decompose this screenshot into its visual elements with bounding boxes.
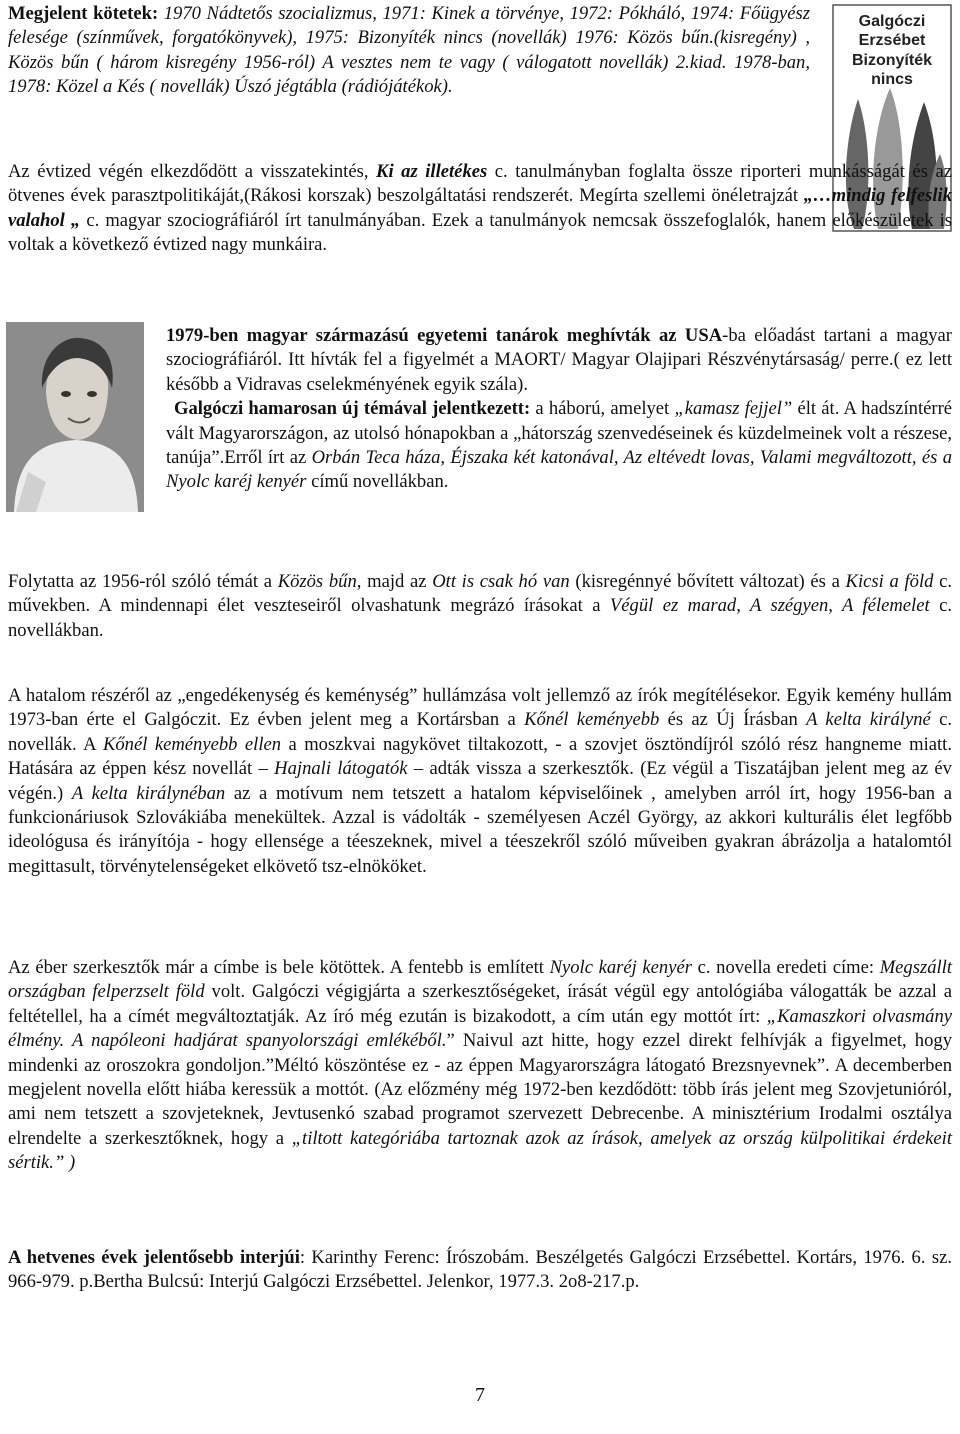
p2-text-e: c. magyar szociográfiáról írt tanulmányában. Ezek a tanulmányok nemcsak összefoglalók, hanem előkészületek is voltak a következő évtized nagy munkáira.: [8, 209, 952, 256]
p5-text-2: és az Új Írásban: [659, 709, 807, 731]
p5-text-5: – adták vissza a szerkesztők. (Ez végül a Tiszatájban jelent meg az év végén.): [8, 758, 952, 804]
paragraph-published-volumes: [8, 2, 810, 100]
p4-text-2: , majd az: [356, 571, 433, 592]
p3-bold-1979: 1979-ben magyar származású egyetemi tanárok meghívták az USA: [166, 325, 723, 346]
p4-italic-kicsi: Kicsi a föld: [845, 571, 934, 592]
p2-text-c: c. tanulmányban foglalta össze riporteri munkásságát és az ötvenes évek parasztpolitikáját,(Rákosi korszak) beszolgáltatási rendszerét. Megírta szellemi önéletrajzát: [8, 161, 952, 207]
p6-italic-tiltott: „tiltott kategóriába tartoznak azok az írások, amelyek az ország külpolitikai érdekeit sértik.” ): [8, 1127, 952, 1174]
p7-text: : Karinthy Ferenc: Írószobám. Beszélgetés Galgóczi Erzsébettel. Kortárs, 1976. 6. sz. 966-979. p.Bertha Bulcsú: Interjú Galgóczi Erzsébettel. Jelenkor, 1977.3. 2o8-217.p.: [8, 1247, 952, 1293]
p5-italic-hajnali: Hajnali látogatók: [274, 758, 408, 780]
p3-bold-galgoczi: Galgóczi hamarosan új témával jelentkezett:: [174, 398, 531, 420]
p3-text-4: című novellákban.: [306, 471, 449, 493]
published-volumes-text: 1970 Nádtetős szocializmus, 1971: Kinek a törvénye, 1972: Pókháló, 1974: Főügyész felesége (színművek, forgatókönyvek), 1975: Bizonyíték nincs (novellák) 1976: Közös bűn.(kisregény) , Közös bűn ( három kisregény 1956-ról) A vesztes nem te vagy ( válogatott novellák) 2.kiad. 1978-ban, 1978: Közel a Kés ( novellák) Úszó jégtábla (rádiójátékok).: [8, 3, 810, 98]
p6-text-1: Az éber szerkesztők már a címbe is bele kötöttek. A fentebb is említett: [8, 957, 550, 978]
p5-italic-kelta: A kelta királyné: [806, 709, 931, 731]
p2-text-a: Az évtized végén elkezdődött a visszatekintés,: [8, 161, 377, 182]
p4-text-5: c. novellákban.: [8, 595, 952, 641]
cover-author-line1: Galgóczi: [858, 13, 926, 30]
paragraph-interviews: [8, 1246, 952, 1295]
p5-italic-konel: Kőnél keményebb: [524, 709, 660, 731]
p4-italic-kozos-bun: Közös bűn: [277, 571, 357, 592]
p4-italic-ott-is: Ott is csak hó van: [432, 571, 570, 592]
p2-title-illetekes: Ki az illetékes: [376, 161, 488, 182]
cover-author-line2: Erzsébet: [858, 32, 926, 49]
p3-italic-novel-titles: Orbán Teca háza, Éjszaka két katonával, Az eltévedt lovas, Valami megváltozott, és a Nyolc karéj kenyér: [166, 447, 952, 493]
p2-title-mindig: „…mindig felfeslik valahol „: [8, 185, 952, 231]
published-volumes-label: Megjelent kötetek:: [8, 3, 159, 24]
p6-italic-motto: „Kamaszkori olvasmány élmény. A napóleoni hadjárat spanyolországi emlékéből.: [8, 1005, 953, 1052]
page-number: 7: [475, 1384, 485, 1406]
paragraph-vigilant-editors: [8, 956, 952, 1176]
paragraph-retrospective: [8, 160, 952, 258]
p5-text-1: A hatalom részéről az „engedékenység és keménység” hullámzása volt jellemző az írók megítélésekor. Egyik kemény hullám 1973-ban érte el Galgóczit. Ez évben jelent meg a Kortársban a: [8, 685, 952, 731]
p4-text-4: c. művekben. A mindennapi élet veszteseiről olvashatunk megrázó írásokat a: [8, 571, 953, 617]
paragraph-1956-theme: [8, 570, 952, 643]
p4-text-1: Folytatta az 1956-ról szóló témát a: [8, 571, 278, 592]
p3-text-3: élt át. A hadszíntérré vált Magyarországon, az utolsó hónapokban a „hátország szenvedéseinek és küzdelmeinek volt a részese, tanúja”.Erről írt az: [166, 398, 953, 469]
p3-text-2: a háború, amelyet: [530, 398, 675, 420]
p4-text-3: (kisregénnyé bővített változat) és a: [569, 571, 846, 592]
p6-text-3: volt. Galgóczi végigjárta a szerkesztőségeket, írását végül egy antológiába válogatták be azzal a feltétellel, ha a címét megváltoztatják. Az író még ezután is bizakodott, a cím után egy mottót írt:: [8, 981, 952, 1027]
p6-text-4: ” Naivul azt hitte, hogy ezzel direkt felhívják a figyelmet, hogy mindenki az oroszokra gondoljon.”Méltó köszöntése ez - az éppen Magyarországra látogató Brezsnyevnek”. A decemberben megjelent novella előtt hiába keressük a mottót. (Az előzmény még 1972-ben kezdődött: több írás jelent meg Szovjetunióról, ami nem tetszett a szovjeteknek, Jevtusenkó szabad programot szervezett Debrecenbe. A minisztérium Irodalmi osztálya elrendelte a szerkesztőknek, hogy a: [8, 1030, 952, 1149]
paragraph-usa-lectures: [8, 324, 952, 495]
cover-title-line1: Bizonyíték: [851, 52, 933, 69]
p3-text-1: -ba előadást tartani a magyar szociográfiáról. Itt hívták fel a figyelmét a MAORT/ Magyar Olajipari Részvénytársaság/ perre.( ez lett később a Vidravas cselekményének egyik szála).: [166, 325, 952, 395]
p3-italic-kamasz: „kamasz fejjel”: [674, 398, 793, 420]
p5-text-3: c. novellák. A: [8, 709, 952, 755]
p5-italic-kelta-kiralyneban: A kelta királynéban: [71, 782, 226, 804]
cover-title-line2: nincs: [871, 71, 913, 88]
p5-text-6: az a motívum nem tetszett a hatalom képviselőinek , amelyben arról írt, hogy 1956-ban a funkcionáriusok Szlovákiába menekültek. Azzal is vádolták - személyesen Aczél György, az akkori kulturális élet legfőbb ideológusa és irányítója - hogy ellensége a téeszeknek, mivel a téeszekről szóló műveiben gyakran ábrázolja a hatalomtól megittasult, törvénytelenségeket elkövető tsz-elnököket.: [8, 782, 952, 877]
p7-bold-interviews: A hetvenes évek jelentősebb interjúi: [8, 1247, 300, 1268]
p5-italic-konel-ellen: Kőnél keményebb ellen: [102, 733, 282, 755]
p4-italic-vegul: Végül ez marad, A szégyen, A félemelet: [609, 595, 930, 617]
p6-italic-nyolc: Nyolc karéj kenyér: [549, 957, 692, 978]
p5-text-4: a moszkvai nagykövet tiltakozott, - a szovjet ösztöndíjról szóló rész hangneme miatt. Hatására az éppen kész novellát –: [8, 733, 952, 780]
p6-text-2: c. novella eredeti címe:: [691, 957, 880, 978]
p6-italic-megszallt: Megszállt országban felperzselt föld: [8, 957, 952, 1003]
paragraph-power-waves: [8, 684, 952, 879]
